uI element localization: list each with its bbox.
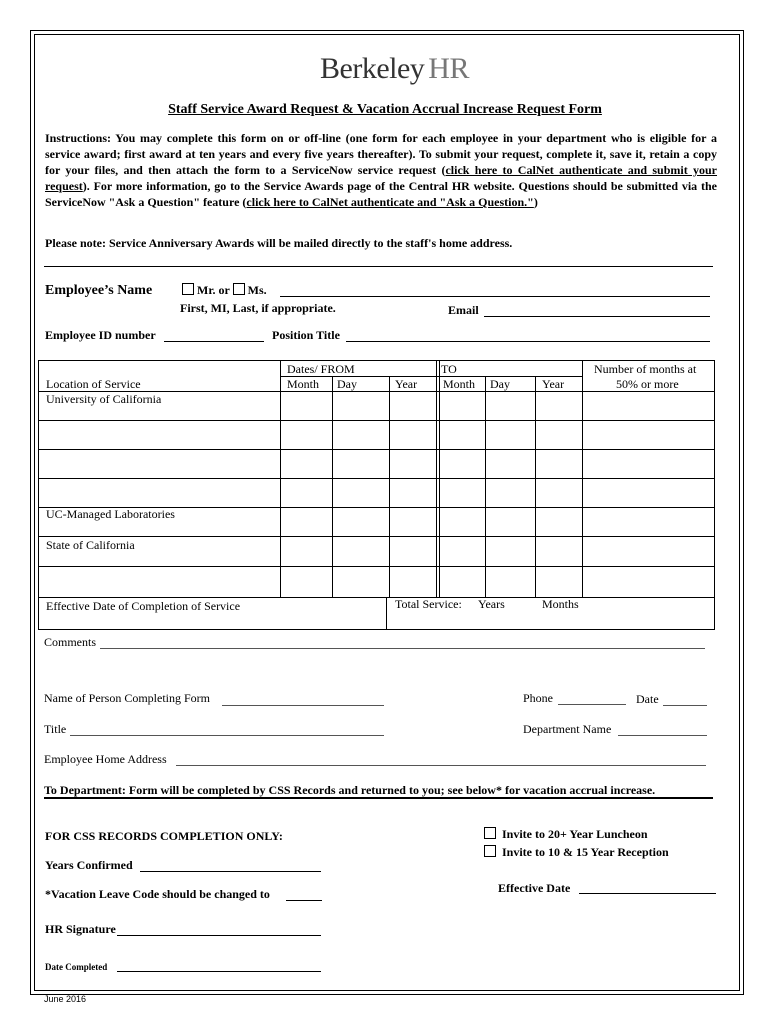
years-label: Years <box>478 597 505 611</box>
date-label: Date <box>636 692 659 706</box>
from-year-header: Year <box>395 377 418 391</box>
effective-date-label: Effective Date of Completion of Service <box>46 599 241 613</box>
employee-name-field[interactable] <box>280 296 710 297</box>
berkeley-hr-logo: Berkeley HR <box>320 52 469 85</box>
reception-checkbox[interactable] <box>484 845 496 857</box>
home-address-label: Employee Home Address <box>44 752 167 766</box>
luncheon-checkbox[interactable] <box>484 827 496 839</box>
instructions: Instructions: You may complete this form on or off-line (one form for each employee in your department who is eligible for a service award; first award at ten years and every five years thereafter). To submit your request, complete it, save it, retain a copy for your files, and then attach the form to a ServiceNow service request (click here to CalNet authenticate and submit your request). For more information, go to the Service Awards page of the Central HR website. Questions should be submitted via the ServiceNow "Ask a Question" feature (click here to CalNet authenticate and "Ask a Question.") <box>45 131 718 209</box>
months-label: Months <box>542 597 579 611</box>
effective-date-label: Effective Date <box>498 881 571 895</box>
phone-label: Phone <box>523 691 553 705</box>
date-completed-field[interactable] <box>117 971 321 972</box>
hr-signature-label: HR Signature <box>45 922 116 936</box>
calnet-ask-question-link[interactable]: click here to CalNet authenticate and "Ask a Question." <box>246 195 534 209</box>
position-title-field[interactable] <box>346 341 710 342</box>
vacation-code-label: *Vacation Leave Code should be changed to <box>45 887 270 901</box>
to-year-header: Year <box>542 377 565 391</box>
years-confirmed-field[interactable] <box>140 871 321 872</box>
comments-field[interactable] <box>100 648 705 649</box>
name-hint: First, MI, Last, if appropriate. <box>180 301 336 315</box>
department-name-label: Department Name <box>523 722 612 736</box>
years-confirmed-label: Years Confirmed <box>45 858 133 872</box>
employee-name-label: Employee’s Name <box>45 283 153 298</box>
ms-checkbox[interactable] <box>233 283 245 295</box>
award-mail-note: Please note: Service Anniversary Awards will be mailed directly to the staff's home address. <box>45 236 513 250</box>
invite-luncheon: Invite to 20+ Year Luncheon <box>484 827 648 842</box>
title-field[interactable] <box>70 735 384 736</box>
vacation-code-field[interactable] <box>286 900 322 901</box>
date-field[interactable] <box>663 705 707 706</box>
row-state: State of California <box>46 538 135 552</box>
from-day-header: Day <box>337 377 357 391</box>
invite-reception: Invite to 10 & 15 Year Reception <box>484 845 669 860</box>
from-month-header: Month <box>287 377 320 391</box>
service-table <box>38 360 715 630</box>
row-uc-labs: UC-Managed Laboratories <box>46 507 175 521</box>
completer-name-field[interactable] <box>222 705 384 706</box>
to-month-header: Month <box>443 377 476 391</box>
calnet-submit-link[interactable]: click here to CalNet authenticate and submit your request <box>45 163 718 193</box>
to-header: TO <box>441 362 457 376</box>
date-completed-label: Date Completed <box>45 962 108 972</box>
mr-checkbox[interactable] <box>182 283 194 295</box>
home-address-field[interactable] <box>176 765 706 766</box>
employee-id-label: Employee ID number <box>45 328 156 342</box>
row-uc: University of California <box>46 392 162 406</box>
form-title: Staff Service Award Request & Vacation Accrual Increase Request Form <box>168 102 602 117</box>
footer-date: June 2016 <box>44 994 87 1004</box>
location-header: Location of Service <box>46 377 141 391</box>
department-name-field[interactable] <box>618 735 707 736</box>
css-records-heading: FOR CSS RECORDS COMPLETION ONLY: <box>45 829 283 843</box>
effective-date-field[interactable] <box>579 893 716 894</box>
months-header-2: 50% or more <box>616 377 679 391</box>
email-field[interactable] <box>484 316 710 317</box>
section-divider <box>44 797 713 799</box>
salutation: Mr. or Ms. <box>182 283 267 298</box>
months-header: Number of months at <box>594 362 697 376</box>
to-department-note: To Department: Form will be completed by CSS Records and returned to you; see below* for vacation accrual increase. <box>44 783 656 797</box>
to-day-header: Day <box>490 377 510 391</box>
phone-field[interactable] <box>558 704 626 705</box>
total-service-label: Total Service: <box>395 597 462 611</box>
position-title-label: Position Title <box>272 328 340 342</box>
employee-id-field[interactable] <box>164 341 264 342</box>
comments-label: Comments <box>44 635 97 649</box>
hr-signature-field[interactable] <box>117 935 321 936</box>
divider <box>44 266 713 267</box>
title-label: Title <box>44 722 67 736</box>
completer-name-label: Name of Person Completing Form <box>44 691 210 705</box>
email-label: Email <box>448 303 479 317</box>
dates-from-header: Dates/ FROM <box>287 362 355 376</box>
